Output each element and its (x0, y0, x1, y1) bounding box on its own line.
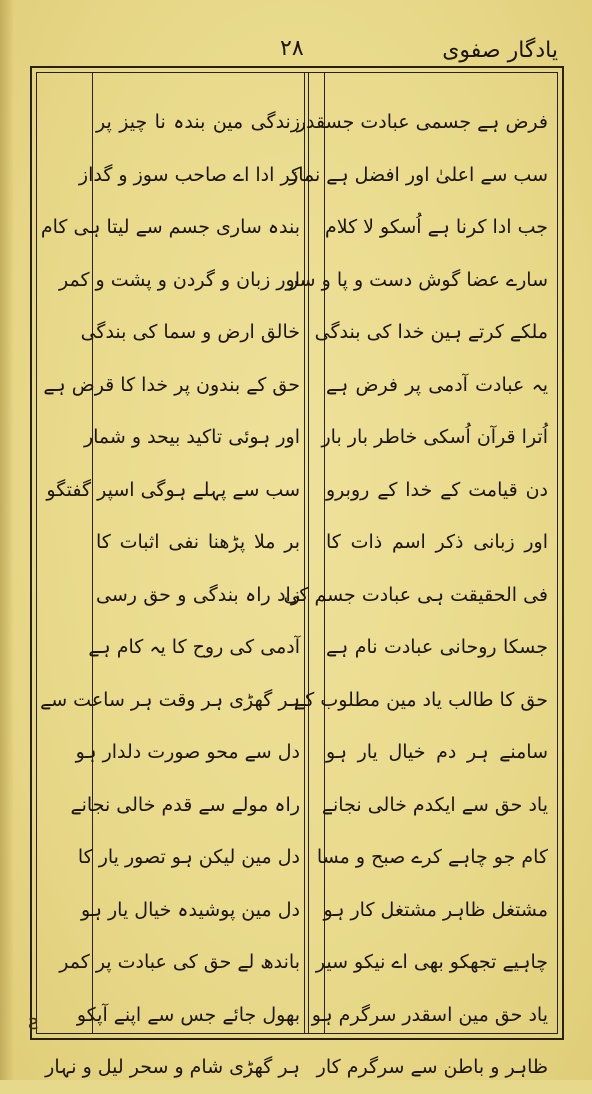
verse-line: اور ہوئی تاکید بیحد و شمار (83, 426, 300, 448)
corner-ink-mark: ƨ (28, 1010, 39, 1034)
verse-line: سب سے پہلے ہوگی اسپر گفتگو (46, 478, 300, 501)
verse-line: کام جو چاہے کرے صبح و مسا (316, 846, 548, 868)
verse-line: دل مین پوشیدہ خیال یار ہو (81, 898, 300, 921)
right-text-column (283, 96, 548, 1094)
verse-line: یہ عبادت آدمی پر فرض ہے (326, 373, 548, 396)
verse-line: سب سے اعلیٰ اور افضل ہے نماز (289, 163, 548, 186)
verse-line: ہر گھڑی شام و سحر لیل و نہار (45, 1056, 300, 1078)
verse-line: راہ مولے سے قدم خالی نجانے (70, 793, 300, 816)
verse-line: بر ملا پڑھنا نفی اثبات کا (96, 531, 300, 553)
verse-line: باندھ لے حق کی عبادت پر کمر (59, 951, 300, 973)
verse-line: سارے عضا گوش دست و پا و سر (289, 268, 548, 291)
verse-line: خالق ارض و سما کی بندگی (80, 321, 300, 343)
verse-line: جب ادا کرنا ہے اُسکو لا کلام (324, 216, 548, 238)
verse-line: ظاہر و باطن سے سرگرم کار (316, 1056, 548, 1078)
verse-line: ہر گھڑی ہر وقت ہر ساعت سے (40, 688, 300, 711)
verse-line: ملکے کرتے ہین خدا کی بندگی (314, 321, 548, 343)
running-header-title: یادگار صفوی (442, 38, 558, 63)
column-divider (304, 72, 305, 1034)
verse-line: یاد حق سے ایکدم خالی نجانے (321, 793, 548, 816)
verse-line: جسکا روحانی عبادت نام ہے (326, 636, 548, 658)
verse-line: فرض ہے جسمی عبادت جسقدر (296, 111, 548, 133)
verse-line: دل سے محو صورت دلدار ہو (75, 741, 300, 763)
page-number: ۲۸ (280, 36, 304, 61)
verse-line: اُترا قرآن اُسکی خاطر بار بار (321, 426, 548, 448)
verse-line: زندگی مین بندہ نا چیز پر (96, 111, 300, 133)
verse-line: آدمی کی روح کا یہ کام ہے (88, 636, 300, 658)
verse-line: سامنے ہر دم خیال یار ہو (326, 741, 548, 763)
verse-line: مشتغل ظاہر مشتغل کار ہو (323, 898, 548, 921)
binding-shadow (0, 0, 14, 1080)
verse-line: دن قیامت کے خدا کے روبرو (326, 478, 548, 501)
verse-line: بندہ ساری جسم سے لیتا ہی کام (40, 216, 300, 238)
verse-line: بھول جائے جس سے اپنے آپکو (76, 1003, 300, 1026)
verse-line: یاد حق مین اسقدر سرگرم ہو (311, 1003, 548, 1026)
verse-line: حق کا طالب یاد مین مطلوب کے (294, 688, 548, 711)
verse-line: زاد راہ بندگی و حق رسی (96, 583, 300, 606)
verse-line: اور زبانی ذکر اسم ذات کا (326, 531, 548, 553)
column-divider-second (308, 72, 309, 1034)
verse-line: کر ادا اے صاحب سوز و گداز (78, 163, 300, 186)
verse-line: اور زبان و گردن و پشت و کمر (59, 268, 300, 291)
verse-line: حق کے بندون پر خدا کا قرض ہے (43, 373, 300, 396)
verse-line: دل مین لیکن ہو تصور یار کا (77, 846, 300, 868)
verse-line: چاہیے تجھکو بھی اے نیکو سیر (315, 951, 548, 973)
verse-line: فی الحقیقت ہی عبادت جسم کی (283, 583, 548, 606)
left-text-column (40, 96, 300, 1094)
